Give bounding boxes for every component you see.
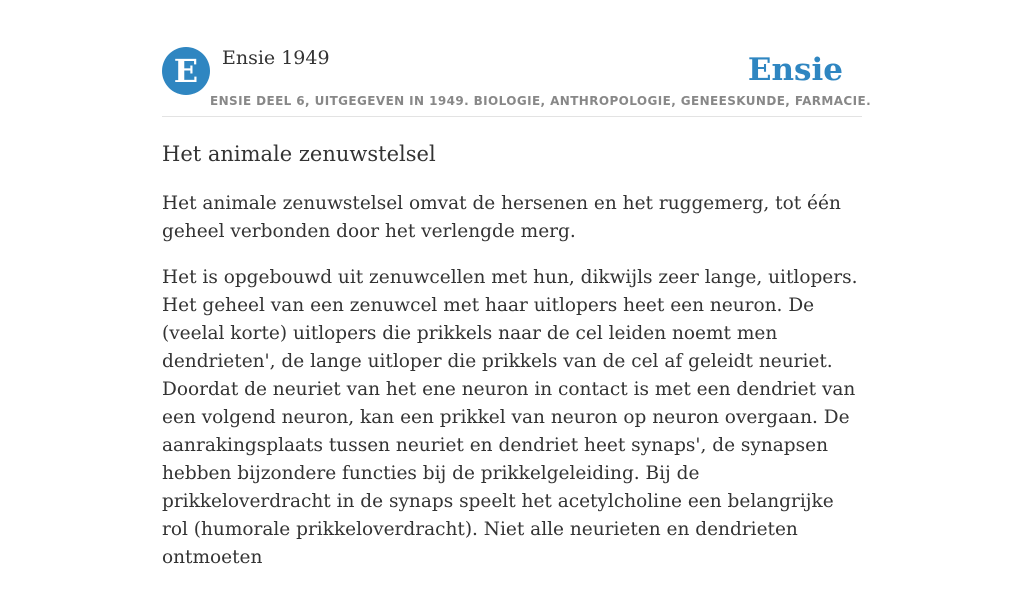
edition-subtitle: ENSIE DEEL 6, UITGEGEVEN IN 1949. BIOLOGIE, ANTHROPOLOGIE, GENEESKUNDE, FARMACIE. — [210, 94, 872, 108]
site-name[interactable]: Ensie 1949 — [222, 47, 330, 69]
brand-logo-text[interactable]: Ensie — [747, 52, 843, 88]
ensie-logo-icon[interactable]: E — [162, 47, 210, 95]
article-paragraph: Het is opgebouwd uit zenuwcellen met hun, dikwijls zeer lange, uitlopers. Het geheel van een zenuwcel met haar uitlopers heet een neuron. De (veelal korte) uitlopers die prikkels naar de cel leiden noemt men dendrieten', de lange uitloper die prikkels van de cel af geleidt neuriet. Doordat de neuriet van het ene neuron in contact is met een dendriet van een volgend neuron, kan een prikkel van neuron op neuron overgaan. De aanrakingsplaats tussen neuriet en dendriet heet synaps', de synapsen hebben bijzondere functies bij de prikkelgeleiding. Bij de prikkeloverdracht in de synaps speelt het acetylcholine een belangrijke rol (humorale prikkeloverdracht). Niet alle neurieten en dendrieten ontmoeten — [162, 267, 858, 568]
article — [162, 138, 862, 590]
article-title: Het animale zenuwstelsel — [162, 142, 436, 166]
site-header — [162, 46, 872, 117]
article-paragraph: Het animale zenuwstelsel omvat de hersenen en het ruggemerg, tot één geheel verbonden door het verlengde merg. — [162, 193, 841, 242]
